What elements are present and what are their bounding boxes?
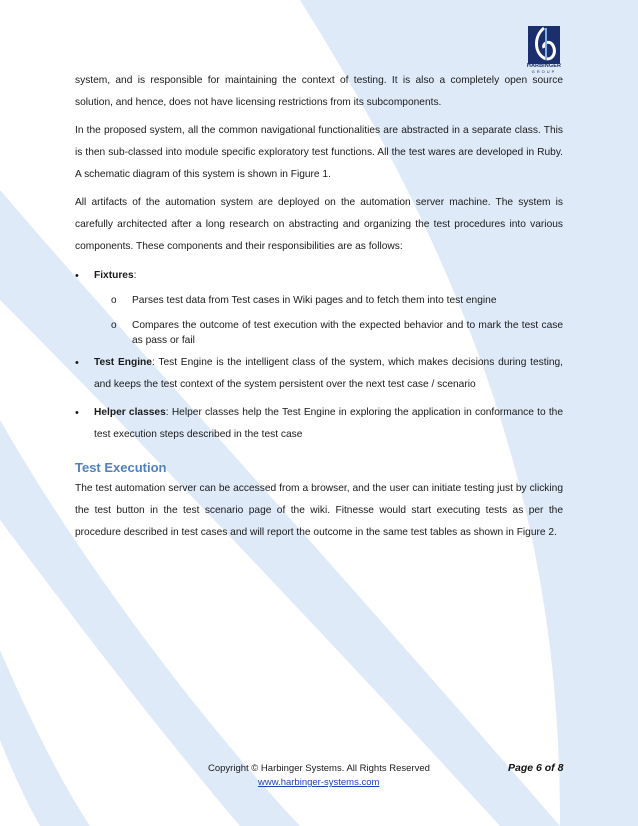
- website-link[interactable]: www.harbinger-systems.com: [258, 777, 380, 788]
- copyright-text: Copyright © Harbinger Systems. All Rights Reserved: [208, 763, 430, 774]
- item-text: : Helper classes help the Test Engine in exploring the application in conformance to the test execution steps described in the test case: [94, 407, 563, 440]
- list-item-test-engine: [75, 352, 563, 396]
- paragraph-4: The test automation server can be accessed from a browser, and the user can initiate testing just by clicking the test button in the test scenario page of the wiki. Fitnesse would start executing tests as per the procedure described in test cases and will report the outcome in the same test tables as shown in Figure 2.: [75, 483, 563, 538]
- paragraph-2: In the proposed system, all the common navigational functionalities are abstracted in a separate class. This is then sub-classed into module specific exploratory test functions. All the test wares are developed in Ruby. A schematic diagram of this system is shown in Figure 1.: [75, 125, 563, 180]
- fixtures-sublist: [94, 293, 563, 348]
- list-item-fixtures: [75, 265, 563, 348]
- sublist-text: Compares the outcome of test execution with the expected behavior and to mark the test case as pass or fail: [132, 320, 563, 346]
- item-label: Helper classes: [94, 407, 166, 418]
- page-number: Page 6 of 8: [508, 762, 564, 774]
- sublist-item: [94, 318, 563, 348]
- logo-sub: GROUP: [531, 69, 557, 74]
- paragraph-3: All artifacts of the automation system are deployed on the automation server machine. The system is carefully architected after a long research on abstracting and organizing the test procedures into various components. These components and their responsibilities are as follows:: [75, 197, 563, 252]
- bullet-icon: •: [75, 270, 79, 282]
- paragraph-1: system, and is responsible for maintaining the context of testing. It is also a completely open source solution, and hence, does not have licensing restrictions from its subcomponents.: [75, 75, 563, 108]
- circle-bullet-icon: o: [111, 295, 117, 306]
- logo-wordmark: [516, 63, 572, 75]
- bullet-icon: •: [75, 407, 79, 419]
- component-list: [75, 265, 563, 446]
- item-text: :: [133, 270, 137, 281]
- section-heading: Test Execution: [75, 460, 167, 475]
- sublist-item: [94, 293, 563, 308]
- list-item-helper-classes: [75, 402, 563, 446]
- logo-name: HARBINGER: [526, 63, 562, 69]
- circle-bullet-icon: o: [111, 320, 117, 331]
- sublist-text: Parses test data from Test cases in Wiki pages and to fetch them into test engine: [132, 295, 497, 306]
- item-label: Test Engine: [94, 357, 152, 368]
- item-label: Fixtures: [94, 270, 134, 281]
- bullet-icon: •: [75, 357, 79, 369]
- item-text: : Test Engine is the intelligent class of the system, which makes decisions during testing, and keeps the test context of the system persistent over the next test case / scenario: [94, 357, 564, 390]
- document-body: [75, 70, 563, 544]
